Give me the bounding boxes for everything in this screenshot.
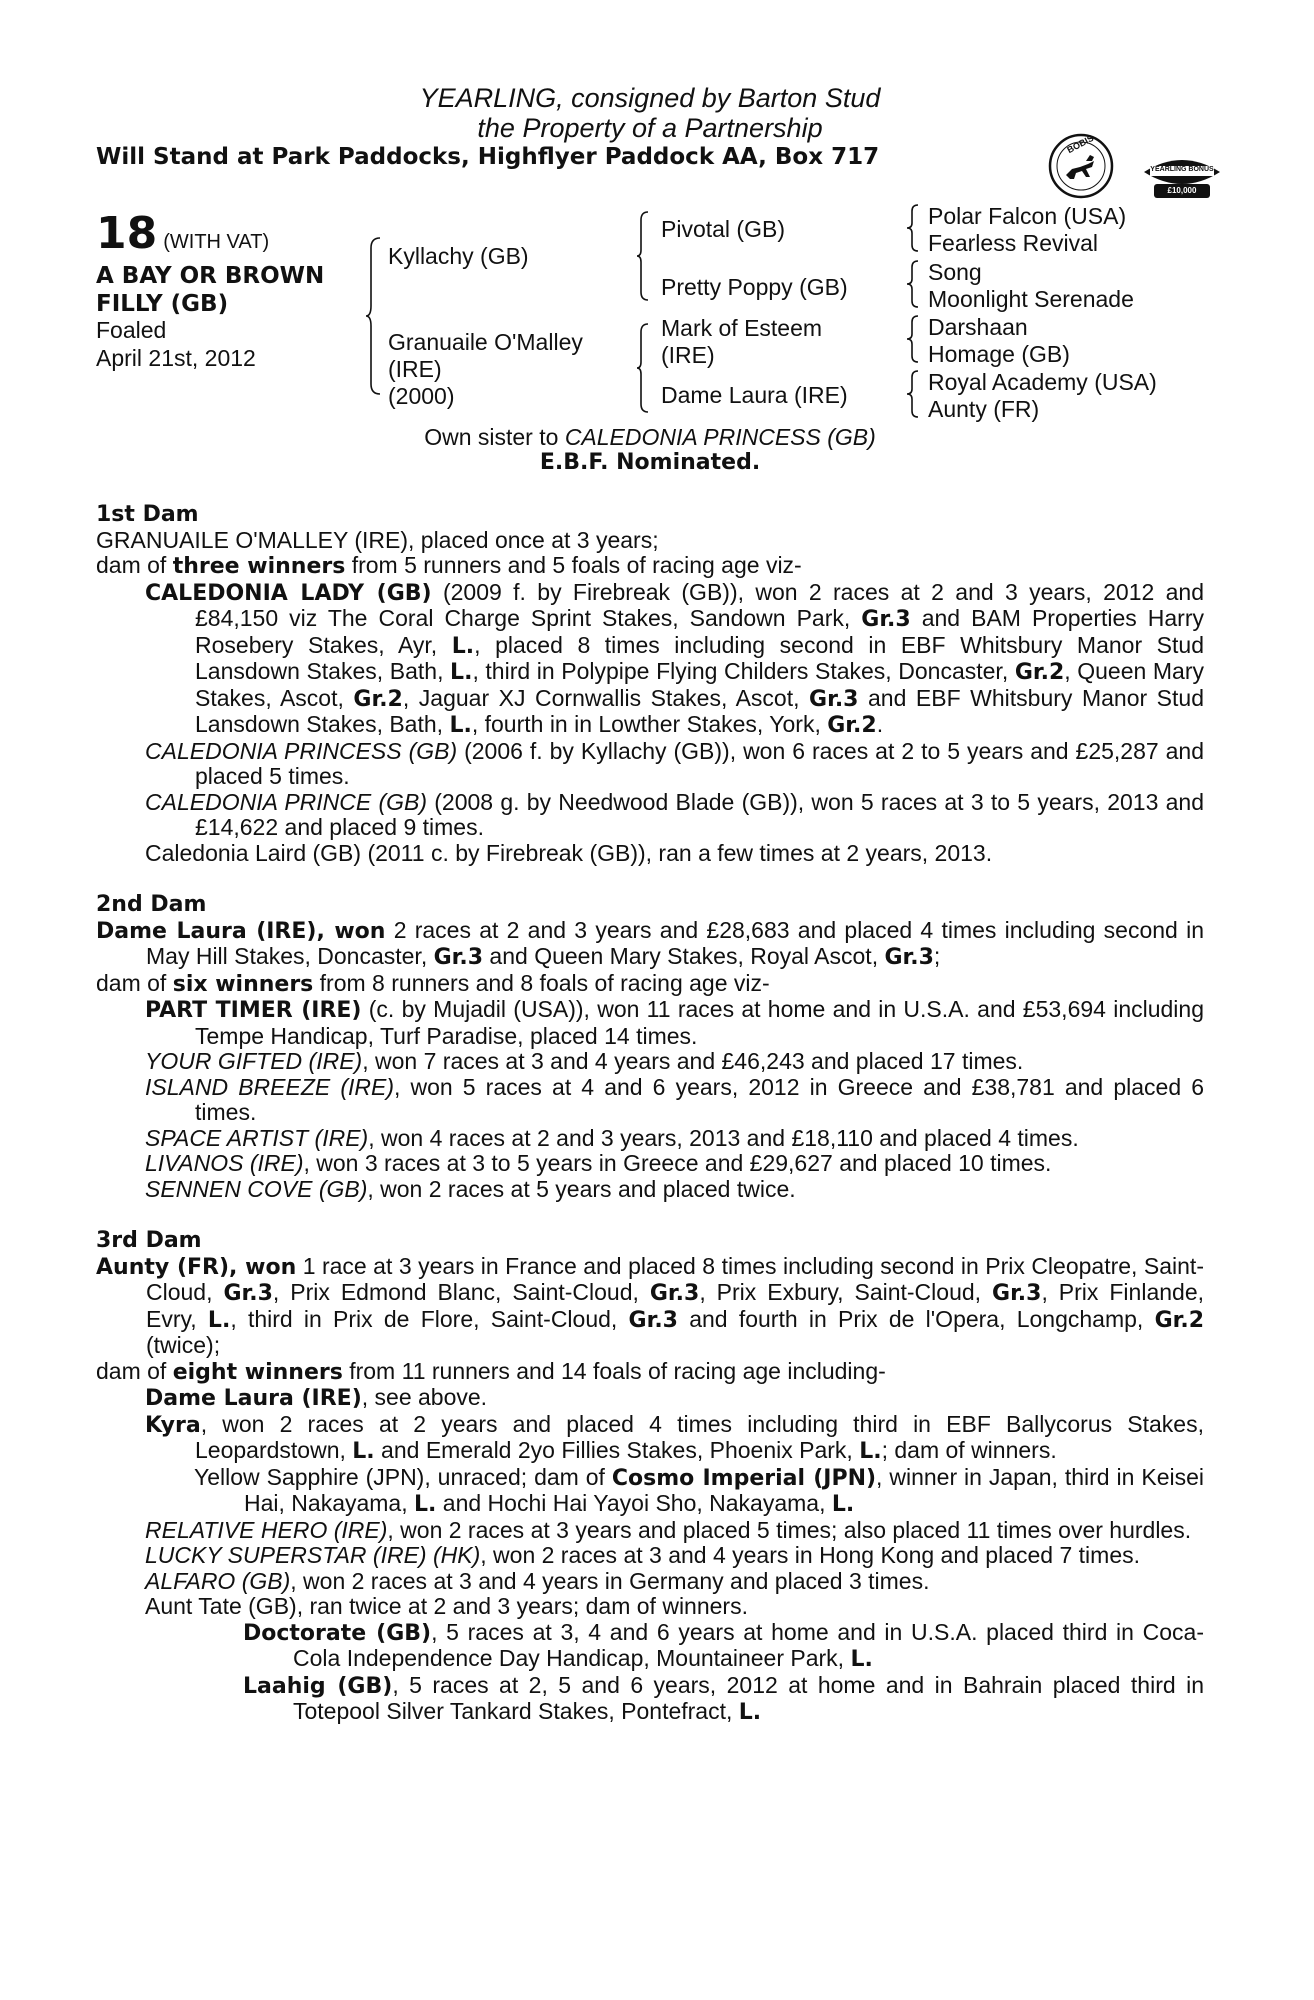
second-dam-produce-summary [96,971,1204,998]
text-run: , winner in Japan, third in Keisei Hai, Nakayama, [244,1463,1204,1516]
racing-post-text: RACING POST [1161,155,1203,161]
produce-entry [96,790,1204,841]
race-grade: L. [451,633,475,659]
bobis-logo-text: BOBIS [1065,132,1096,156]
lot-number-block [96,208,269,259]
race-grade: L. [450,660,473,685]
header-title: YEARLING, consigned by Barton Stud [419,83,881,113]
third-dam-section [96,1228,1204,1726]
race-grade: L. [850,1647,873,1672]
produce-entry [96,1518,1204,1544]
third-dam-heading: 3rd Dam [96,1228,202,1253]
pedigree-brace-sd [906,259,920,309]
text-run: dam of [96,969,173,996]
won-label: won [245,1254,297,1280]
horse-name: LUCKY SUPERSTAR (IRE) (HK) [145,1542,481,1568]
text-run: from 11 runners and 14 foals of racing age including- [342,1357,886,1384]
pedigree-dam-dam: Dame Laura (IRE) [661,382,848,408]
produce-entry [96,1412,1204,1465]
horse-name: LIVANOS (IRE) [145,1150,304,1176]
race-grade: Gr.3 [223,1281,273,1306]
second-dam-record [96,918,1204,971]
pedigree-dam-name: Granuaile O'Malley [388,329,583,355]
race-grade: L. [414,1492,437,1517]
horse-name: YOUR GIFTED (IRE) [145,1048,363,1074]
horse-name: ISLAND BREEZE (IRE) [145,1073,394,1100]
pedigree-brace-sire [636,210,650,302]
race-grade: Gr.2 [1154,1307,1204,1333]
race-grade: Gr.3 [433,945,484,970]
text-run: 2 races at 2 and 3 years and £28,683 and placed 4 times including second in May Hill Stakes, Doncaster, [146,916,1204,969]
produce-entry [96,997,1204,1049]
pedigree-sire-dam: Pretty Poppy (GB) [661,274,848,300]
text-run: ; [933,943,941,969]
lot-description [96,262,324,318]
won-label: won [334,918,386,944]
horse-name: Dame Laura (IRE) [145,1386,362,1411]
produce-entry [96,1177,1204,1203]
race-grade: L. [352,1439,375,1464]
produce-entry: Aunt Tate (GB), ran twice at 2 and 3 years; dam of winners. [145,1593,748,1619]
text-run: , won 3 races at 3 to 5 years in Greece and £29,627 and placed 10 times. [303,1150,1052,1176]
text-run: , 5 races at 2, 5 and 6 years, 2012 at home and in Bahrain placed third in Totepool Silver Tankard Stakes, Pontefract, [293,1671,1204,1724]
produce-entry [96,1151,1204,1177]
horse-name: CALEDONIA LADY (GB) [145,580,432,606]
second-dam-section [96,892,1204,1202]
pedigree-sire-sire: Pivotal (GB) [661,216,785,242]
text-run: (2006 f. by Kyllachy (GB)), won 6 races at 2 to 5 years and £25,287 and placed 5 times. [195,737,1205,789]
pedigree-ssd: Fearless Revival [928,230,1098,256]
text-run: (twice); [146,1332,221,1358]
third-dam-record [96,1254,1204,1359]
race-grade: Gr.3 [884,945,934,970]
text-run: , won 2 races at 3 and 4 years in Germany and placed 3 times. [290,1567,930,1594]
text-run: 1 race at 3 years in France and placed 8 times including second in Prix Cleopatre, Saint-Cloud, [146,1252,1204,1305]
text-run: (2009 f. by Firebreak (GB)), won 2 races at 2 and 3 years, 2012 and £84,150 viz The Coral Charge Sprint Stakes, Sandown Park, [195,578,1205,631]
text-run: , won 2 races at 3 years and placed 5 times; also placed 11 times over hurdles. [387,1516,1192,1543]
horse-name: Laahig (GB) [243,1673,393,1699]
ebf-note: E.B.F. Nominated. [539,450,761,475]
horse-name: CALEDONIA PRINCESS (GB) [145,737,458,764]
produce-entry [96,1569,1204,1595]
text-run: dam of [96,552,173,578]
race-grade: Gr.3 [649,1281,700,1306]
bonus-amount-text: £10,000 [1167,186,1197,195]
pedigree-dsd: Homage (GB) [928,341,1070,367]
second-dam-heading: 2nd Dam [96,892,207,917]
pedigree-dss: Darshaan [928,314,1028,340]
pedigree-brace-ds [906,314,920,364]
horse-name: ALFARO (GB) [145,1567,291,1594]
pedigree-dam-year: (2000) [388,383,455,409]
grand-produce-entry [96,1673,1204,1726]
pedigree-dds: Royal Academy (USA) [928,369,1157,395]
text-run: , placed 8 times including second in EBF Whitsbury Manor Stud Lansdown Stakes, Bath, [195,631,1204,684]
pedigree-ddd: Aunty (FR) [928,396,1040,422]
stand-location: Will Stand at Park Paddocks, Highflyer Paddock AA, Box 717 [96,144,880,170]
produce-entry [96,1126,1204,1152]
produce-entry [96,1075,1204,1126]
horse-name: PART TIMER (IRE) [145,998,362,1023]
race-grade: Gr.3 [861,607,911,632]
horse-name: Kyra [145,1412,201,1438]
text-run: , won 2 races at 5 years and placed twice. [367,1175,796,1202]
race-grade: Gr.2 [353,686,403,712]
text-run: Yellow Sapphire (JPN), unraced; dam of [194,1463,612,1490]
text-run: and fourth in Prix de l'Opera, Longchamp, [677,1305,1155,1332]
bobis-logo [1046,131,1116,206]
race-grade: L. [449,713,472,738]
text-run: , Prix Finlande, Evry, [146,1279,1204,1332]
pedigree-sdd: Moonlight Serenade [928,286,1134,312]
racing-post-bonus-logo [1140,146,1224,200]
horse-name: Aunty (FR) [96,1254,230,1280]
text-run: , see above. [361,1384,488,1410]
text-run: and Emerald 2yo Fillies Stakes, Phoenix Park, [374,1437,860,1463]
text-run: from 5 runners and 5 foals of racing age viz- [345,552,802,578]
first-dam-heading: 1st Dam [96,502,199,527]
text-run: and Hochi Hai Yayoi Sho, Nakayama, [436,1490,832,1516]
foaled-date: April 21st, 2012 [96,345,256,371]
winners-count: three winners [172,554,346,579]
pedigree-brace-dd [906,369,920,419]
race-grade: L. [738,1700,762,1725]
grand-produce-entry [96,1465,1204,1518]
winners-count: six winners [172,971,314,997]
text-run: . [876,711,884,737]
yearling-bonus-text: YEARLING BONUS [1150,166,1214,173]
text-run: , won 2 races at 3 and 4 years in Hong Kong and placed 7 times. [480,1542,1140,1568]
vat-note: (WITH VAT) [163,231,270,253]
catalogue-body [96,502,1204,1726]
first-dam-produce-summary [96,553,1204,580]
own-sister-note [0,424,1300,451]
text-run: and Queen Mary Stakes, Royal Ascot, [483,943,885,969]
foaled-info [96,316,256,372]
text-run: , third in Polypipe Flying Childers Stakes, Doncaster, [472,658,1015,684]
text-run: , won 4 races at 2 and 3 years, 2013 and £18,110 and placed 4 times. [368,1124,1079,1151]
header-subtitle: the Property of a Partnership [477,113,823,143]
winners-count: eight winners [172,1359,343,1385]
race-grade: Gr.3 [809,686,859,712]
lot-description-line2: FILLY (GB) [96,291,229,317]
text-run: dam of [96,1357,173,1384]
pedigree-sire: Kyllachy (GB) [388,243,529,269]
text-run: (c. by Mujadil (USA)), won 11 races at home and in U.S.A. and £53,694 including Tempe Handicap, Turf Paradise, placed 14 times. [195,996,1205,1049]
text-run: , won 5 races at 4 and 6 years, 2012 in Greece and £38,781 and placed 6 times. [195,1073,1205,1125]
race-grade: L. [859,1439,882,1464]
produce-entry [96,1049,1204,1075]
third-dam-produce-summary [96,1359,1204,1386]
text-run: and EBF Whitsbury Manor Stud Lansdown Stakes, Bath, [195,684,1204,737]
lot-description-line1: A BAY OR BROWN [96,263,325,289]
race-grade: Gr.2 [1014,660,1065,685]
pedigree-dam-country: (IRE) [388,356,442,382]
grand-produce-entry [96,1620,1204,1673]
horse-name: RELATIVE HERO (IRE) [145,1516,388,1543]
horse-name: SPACE ARTIST (IRE) [145,1124,369,1151]
text-run: , third in Prix de Flore, Saint-Cloud, [230,1305,629,1332]
race-grade: Gr.2 [827,713,877,738]
race-grade: L. [831,1492,855,1517]
horse-name: Doctorate (GB) [243,1620,432,1646]
text-run: (2008 g. by Needwood Blade (GB)), won 5 races at 3 to 5 years, 2013 and £14,622 and placed 9 times. [195,788,1204,840]
horse-name: SENNEN COVE (GB) [145,1175,368,1202]
text-run: and BAM Properties Harry Rosebery Stakes, Ayr, [195,605,1204,658]
foaled-label: Foaled [96,317,167,343]
text-run: , won 2 races at 2 years and placed 4 times including third in EBF Ballycorus Stakes, Leopardstown, [195,1410,1204,1463]
text-run: , fourth in in Lowther Stakes, York, [471,711,828,737]
text-run: , won 7 races at 3 and 4 years and £46,243 and placed 17 times. [362,1048,1024,1074]
horse-name: Dame Laura (IRE) [96,918,317,944]
produce-entry [96,1543,1204,1569]
text-run: from 8 runners and 8 foals of racing age viz- [313,969,770,996]
pedigree-dam-sire-country: (IRE) [661,342,715,368]
own-sister-prefix: Own sister to [424,424,565,450]
produce-entry [96,580,1204,739]
pedigree-brace-gen1 [366,236,384,396]
text-run: , [229,1254,246,1280]
produce-entry: Caledonia Laird (GB) (2011 c. by Firebreak (GB)), ran a few times at 2 years, 2013. [145,839,993,866]
text-run: , 5 races at 3, 4 and 6 years at home and in U.S.A. placed third in Coca-Cola Independence Day Handicap, Mountaineer Park, [293,1618,1204,1671]
text-run: , Jaguar XJ Cornwallis Stakes, Ascot, [402,684,810,711]
pedigree-brace-dam [636,322,650,414]
pedigree-dam-sire-name: Mark of Esteem [661,315,823,341]
text-run: , [316,918,335,944]
pedigree-brace-ss [906,203,920,253]
pedigree-sss: Polar Falcon (USA) [928,203,1127,229]
text-run: , Prix Exbury, Saint-Cloud, [699,1279,993,1305]
lot-number: 18 [96,208,158,259]
produce-entry [96,1385,1204,1412]
pedigree-dam [388,329,583,410]
own-sister-name: CALEDONIA PRINCESS (GB) [564,424,876,450]
first-dam-section [96,502,1204,866]
text-run: , Prix Edmond Blanc, Saint-Cloud, [272,1279,650,1305]
pedigree-dam-sire [661,315,822,369]
race-grade: Gr.3 [992,1281,1042,1306]
produce-entry [96,739,1204,790]
pedigree-sds: Song [928,259,982,285]
race-grade: L. [207,1307,231,1333]
text-run: ; dam of winners. [881,1437,1057,1463]
horse-name: Cosmo Imperial (JPN) [611,1465,877,1491]
race-grade: Gr.3 [628,1307,678,1333]
first-dam-record: GRANUAILE O'MALLEY (IRE), placed once at 3 years; [96,526,659,553]
horse-name: CALEDONIA PRINCE (GB) [145,788,428,815]
text-run: , Queen Mary Stakes, Ascot, [195,658,1204,711]
